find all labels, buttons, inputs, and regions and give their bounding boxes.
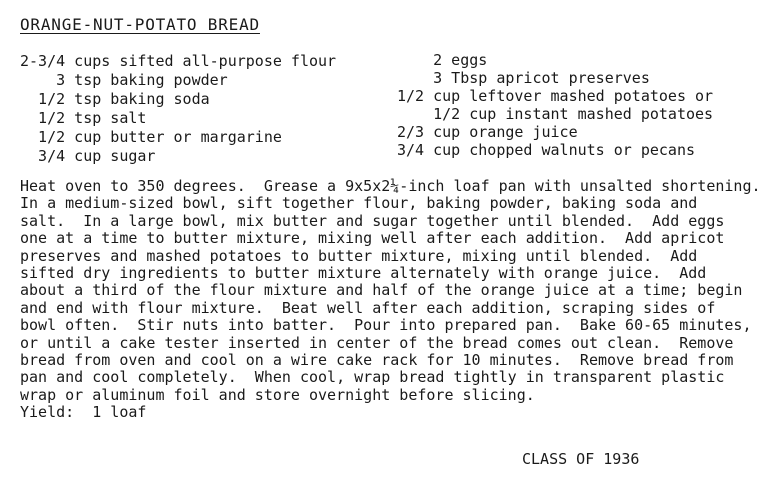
ingredients-right-column bbox=[397, 51, 713, 159]
ingredients-left-column bbox=[20, 52, 336, 166]
directions-line: bowl often. Stir nuts into batter. Pour into prepared pan. Bake 60-65 minutes, bbox=[20, 316, 752, 335]
directions-line: bread from oven and cool on a wire cake rack for 10 minutes. Remove bread from bbox=[20, 351, 734, 370]
directions-line: pan and cool completely. When cool, wrap bread tightly in transparent plastic bbox=[20, 368, 725, 387]
directions-line: or until a cake tester inserted in center of the bread comes out clean. Remove bbox=[20, 333, 734, 352]
class-footer: CLASS OF 1936 bbox=[522, 450, 640, 468]
ingredient-line: 2 eggs bbox=[397, 51, 488, 69]
directions-line: and end with flour mixture. Beat well after each addition, scraping sides of bbox=[20, 298, 716, 317]
yield-line: Yield: 1 loaf bbox=[20, 403, 147, 422]
directions-line: salt. In a large bowl, mix butter and sugar together until blended. Add eggs bbox=[20, 211, 725, 230]
ingredient-line: 3 Tbsp apricot preserves bbox=[397, 69, 650, 87]
ingredient-line: 3/4 cup chopped walnuts or pecans bbox=[397, 141, 696, 159]
ingredient-line: 1/2 cup instant mashed potatoes bbox=[397, 105, 714, 123]
ingredient-line: 1/2 cup leftover mashed potatoes or bbox=[397, 87, 714, 105]
ingredient-line: 1/2 cup butter or margarine bbox=[20, 128, 282, 146]
directions-line: sifted dry ingredients to butter mixture alternately with orange juice. Add bbox=[20, 264, 707, 283]
directions-line: In a medium-sized bowl, sift together flour, baking powder, baking soda and bbox=[20, 194, 698, 213]
ingredient-line: 2-3/4 cups sifted all-purpose flour bbox=[20, 52, 337, 70]
directions-line: wrap or aluminum foil and store overnight before slicing. bbox=[20, 385, 535, 404]
directions-line: Heat oven to 350 degrees. Grease a 9x5x2¼-inch loaf pan with unsalted shortening. bbox=[20, 177, 761, 195]
directions-line: one at a time to butter mixture, mixing well after each addition. Add apricot bbox=[20, 229, 725, 248]
ingredient-line: 3/4 cup sugar bbox=[20, 147, 156, 165]
ingredient-line: 2/3 cup orange juice bbox=[397, 123, 578, 141]
recipe-title: ORANGE-NUT-POTATO BREAD bbox=[20, 15, 260, 34]
directions-line: about a third of the flour mixture and half of the orange juice at a time; begin bbox=[20, 281, 743, 300]
directions-line: preserves and mashed potatoes to butter mixture, mixing until blended. Add bbox=[20, 246, 698, 265]
ingredient-line: 1/2 tsp baking soda bbox=[20, 90, 210, 108]
ingredient-line: 3 tsp baking powder bbox=[20, 71, 228, 89]
directions-paragraph bbox=[20, 178, 766, 422]
ingredient-line: 1/2 tsp salt bbox=[20, 109, 147, 127]
